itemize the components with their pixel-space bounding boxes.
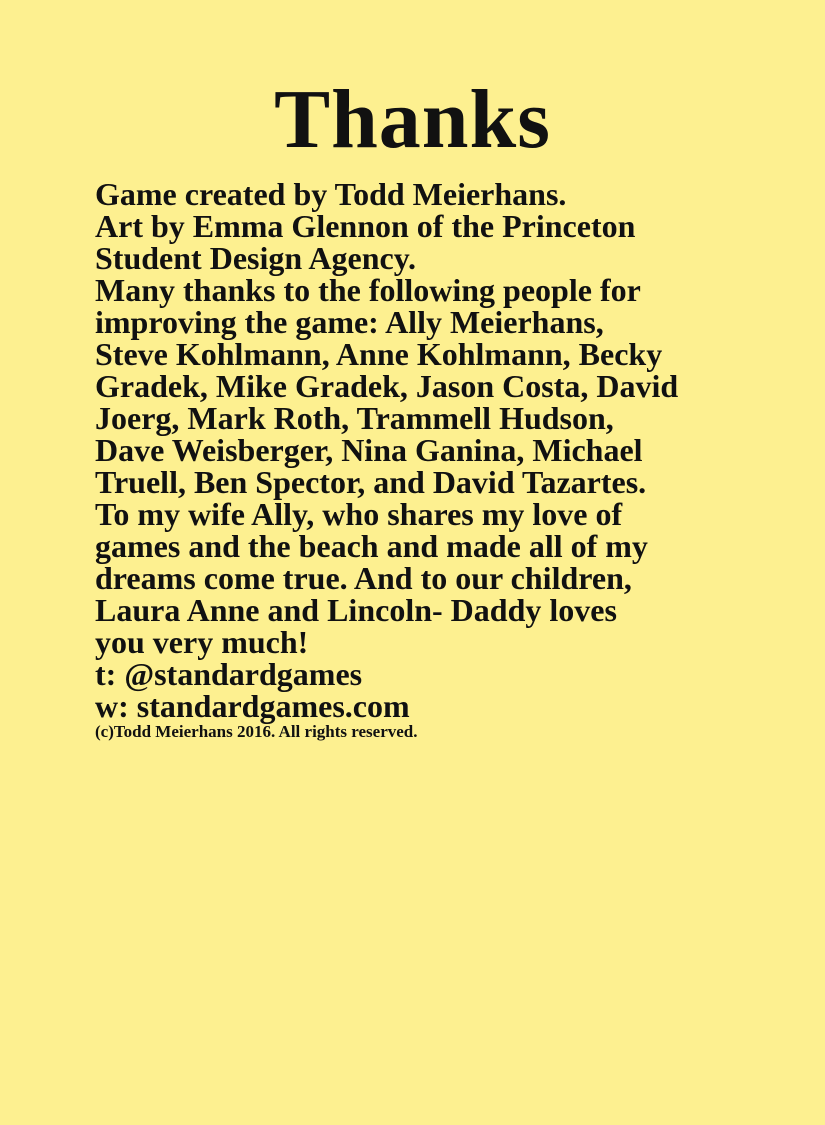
thanks-line: Truell, Ben Spector, and David Tazartes. <box>95 464 647 500</box>
thanks-line: Steve Kohlmann, Anne Kohlmann, Becky <box>95 336 663 372</box>
page-title: Thanks <box>274 73 551 166</box>
copyright-notice: (c)Todd Meierhans 2016. All rights reserved. <box>95 722 418 741</box>
thanks-paragraph <box>95 274 805 498</box>
dedication-paragraph <box>95 498 805 658</box>
credits-line: Art by Emma Glennon of the Princeton <box>95 208 636 244</box>
twitter-handle: t: @standardgames <box>95 656 363 692</box>
credits-line: Game created by Todd Meierhans. <box>95 176 567 212</box>
credits-line: Student Design Agency. <box>95 240 416 276</box>
thanks-line: Many thanks to the following people for <box>95 272 641 308</box>
thanks-line: Dave Weisberger, Nina Ganina, Michael <box>95 432 643 468</box>
thanks-line: Gradek, Mike Gradek, Jason Costa, David <box>95 368 679 404</box>
dedication-line: you very much! <box>95 624 309 660</box>
dedication-line: dreams come true. And to our children, <box>95 560 632 596</box>
contact-info <box>95 658 805 722</box>
dedication-line: Laura Anne and Lincoln- Daddy loves <box>95 592 617 628</box>
thanks-line: improving the game: Ally Meierhans, <box>95 304 604 340</box>
credits-paragraph <box>95 178 805 274</box>
dedication-line: games and the beach and made all of my <box>95 528 648 564</box>
dedication-line: To my wife Ally, who shares my love of <box>95 496 623 532</box>
card-content <box>95 178 805 742</box>
website-url: w: standardgames.com <box>95 688 410 724</box>
thanks-line: Joerg, Mark Roth, Trammell Hudson, <box>95 400 614 436</box>
